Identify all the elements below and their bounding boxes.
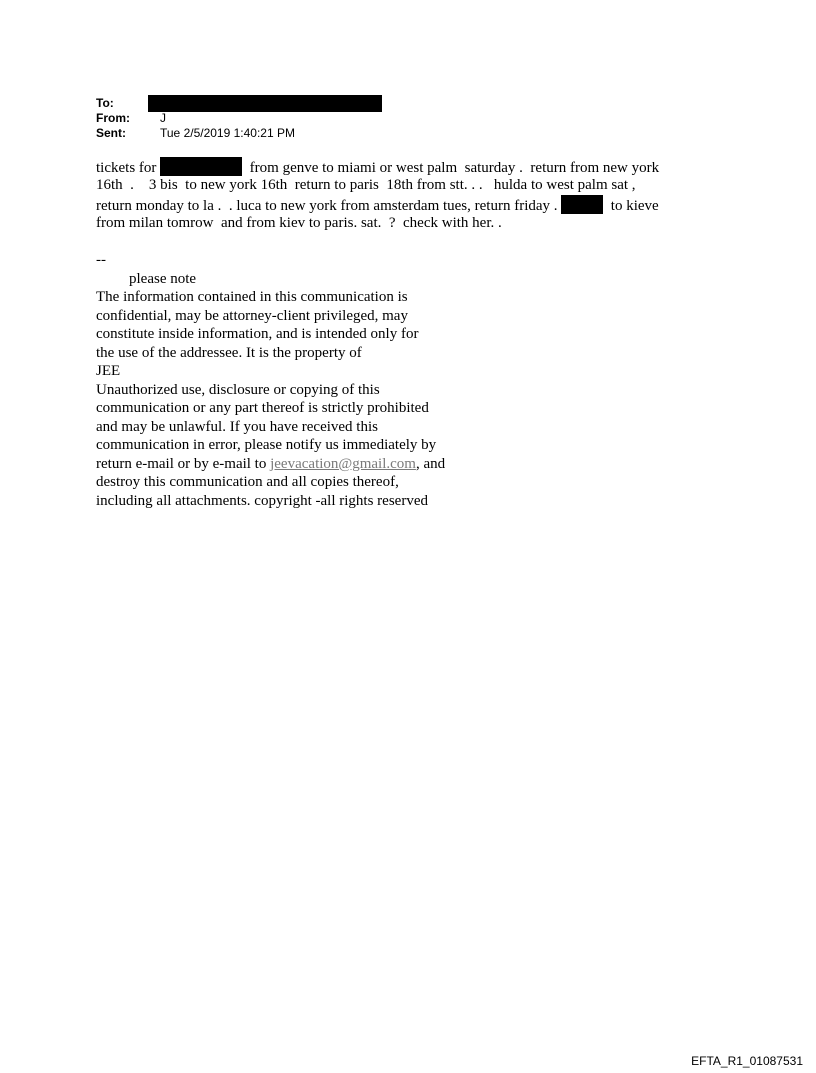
to-label: To: xyxy=(96,96,114,110)
message-text: from genve to miami or west palm saturday . return from new york xyxy=(242,160,660,176)
message-line xyxy=(96,157,706,176)
email-header xyxy=(96,96,382,141)
message-body xyxy=(96,157,706,233)
disclaimer-line: Unauthorized use, disclosure or copying of this xyxy=(96,381,380,398)
from-row xyxy=(96,111,382,126)
disclaimer-line: confidential, may be attorney-client privileged, may xyxy=(96,307,408,324)
disclaimer-line: including all attachments. copyright -all rights reserved xyxy=(96,492,428,509)
disclaimer-line: destroy this communication and all copies thereof, xyxy=(96,474,399,490)
message-line: 16th . 3 bis to new york 16th return to paris 18th from stt. . . hulda to west palm sat , xyxy=(96,177,636,193)
disclaimer-line: constitute inside information, and is intended only for xyxy=(96,326,419,342)
email-link[interactable]: jeevacation@gmail.com xyxy=(270,455,416,472)
from-label: From: xyxy=(96,111,130,125)
sent-row xyxy=(96,126,382,141)
redaction-box xyxy=(561,195,603,214)
sent-label: Sent: xyxy=(96,126,126,140)
signature-block xyxy=(96,251,445,510)
message-line: from milan tomrow and from kiev to paris. sat. ? check with her. . xyxy=(96,215,502,231)
message-text: return monday to la . . luca to new york from amsterdam tues, return friday . xyxy=(96,198,562,214)
sent-value: Tue 2/5/2019 1:40:21 PM xyxy=(160,126,295,140)
disclaimer-text: return e-mail or by e-mail to xyxy=(96,455,271,472)
disclaimer-line: The information contained in this communication is xyxy=(96,289,408,305)
message-text: tickets for xyxy=(96,160,161,176)
disclaimer-line: the use of the addressee. It is the property of xyxy=(96,344,362,361)
from-value: J xyxy=(160,111,166,125)
message-text: to kieve xyxy=(603,198,659,214)
disclaimer-line xyxy=(96,455,445,474)
signature-separator: -- xyxy=(96,252,106,268)
note-heading: please note xyxy=(129,270,197,287)
disclaimer-line: and may be unlawful. If you have received this xyxy=(96,418,378,435)
disclaimer-line: communication in error, please notify us immediately by xyxy=(96,437,437,453)
disclaimer-text: , and xyxy=(415,455,446,472)
disclaimer-line: communication or any part thereof is strictly prohibited xyxy=(96,400,429,416)
disclaimer-line: JEE xyxy=(96,363,121,379)
redaction-box xyxy=(148,95,382,112)
to-row xyxy=(96,96,382,111)
redaction-box xyxy=(160,157,242,176)
document-id: EFTA_R1_01087531 xyxy=(691,1054,803,1068)
message-line xyxy=(96,195,706,214)
